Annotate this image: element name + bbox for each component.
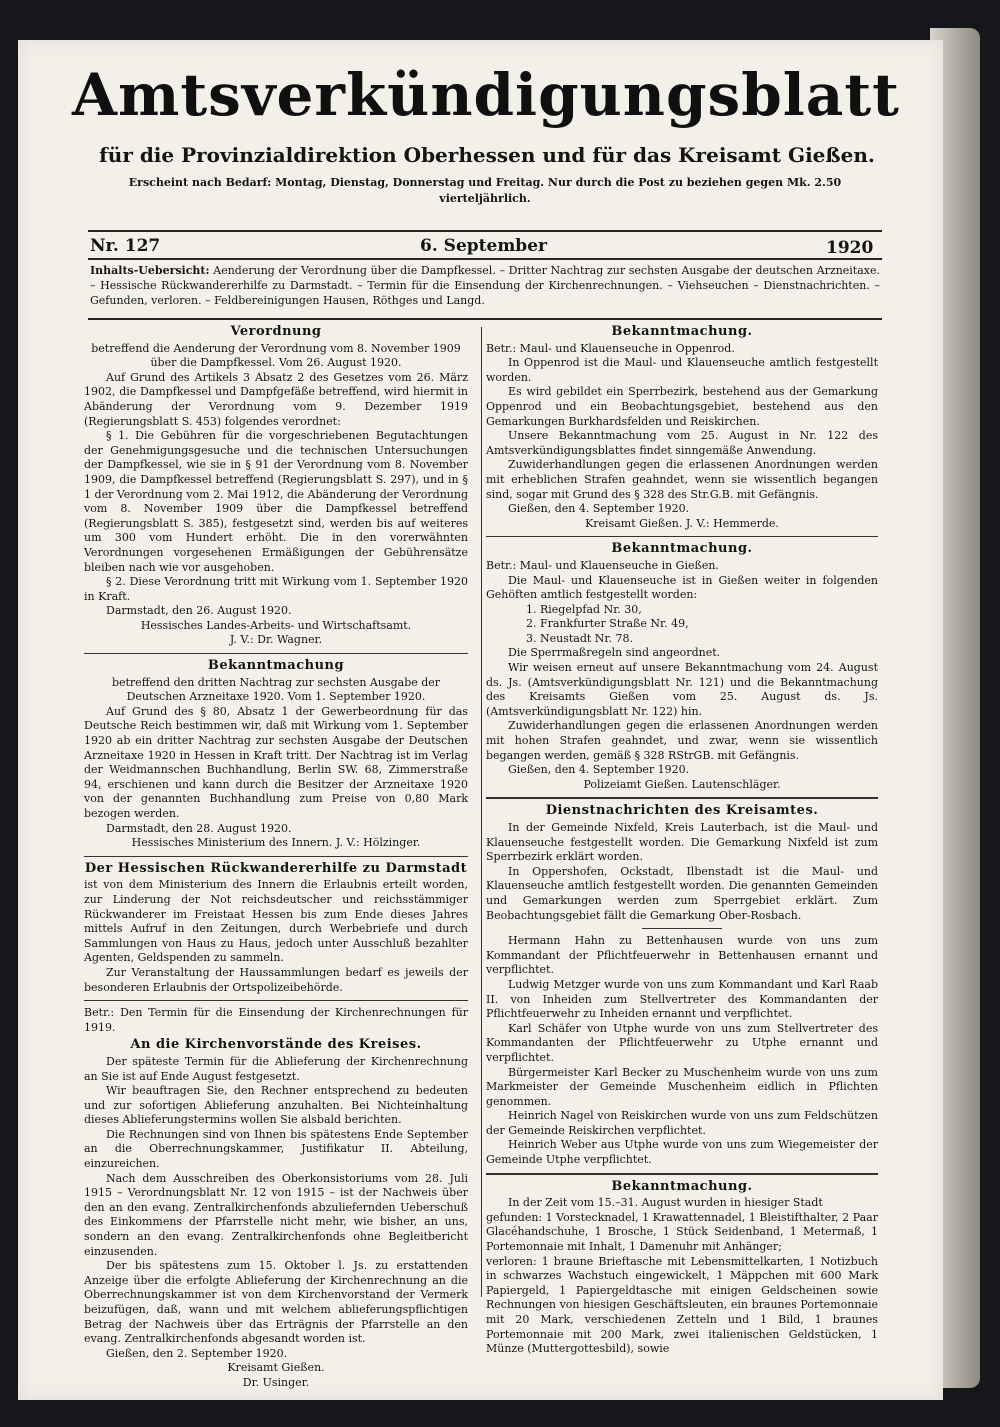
paragraph: Wir weisen erneut auf unsere Bekanntmachung vom 24. August ds. Js. (Amtsverkündigungsblatt Nr. 121) und die Bekanntmachung des Kreisamts Gießen vom 25. August ds. Js. (Amtsverkündigungsblatt Nr. 122) hin. bbox=[486, 661, 878, 718]
signature: Dr. Usinger. bbox=[242, 1375, 310, 1389]
signature: Kreisamt Gießen. J. V.: Hemmerde. bbox=[585, 516, 779, 530]
list-item: 3. Neustadt Nr. 78. bbox=[526, 631, 633, 645]
signature: Polizeiamt Gießen. Lautenschläger. bbox=[583, 777, 781, 791]
masthead-subtitle: für die Provinzialdirektion Oberhessen und für das Kreisamt Gießen. bbox=[99, 143, 875, 167]
section-title-rueckwandererhilfe: Der Hessischen Rückwandererhilfe zu Darmstadt bbox=[84, 860, 468, 876]
contents-rule bbox=[88, 318, 882, 320]
section-rule bbox=[84, 856, 468, 857]
contents-text: Aenderung der Verordnung über die Dampfkessel. – Dritter Nachtrag zur sechsten Ausgabe der deutschen Arzneitaxe. – Hessische Rückwandererhilfe zu Darmstadt. – Termin für die Einsendung der Kirchenrechnungen. – Viehseuchen – Dienstnachrichten. – Gefunden, verloren. – Feldbereinigungen Hausen, Röthges und Langd. bbox=[90, 264, 880, 307]
paragraph: Der bis spätestens zum 15. Oktober l. Js. zu erstattenden Anzeige über die erfolgte Ablieferung der Kirchenrechnung an die Oberrechnungskammer ist von dem Kirchenvorstand der Vermerk beizufügen, daß, wann und mit welchem ablieferungspflichtigen Betrag der Nachweis über das Erträgnis der Pfarrstelle an den evang. Zentralkirchenfonds abgesandt worden ist. bbox=[84, 1259, 468, 1346]
column-divider bbox=[481, 327, 482, 1297]
found-items: gefunden: 1 Vorstecknadel, 1 Krawattennadel, 1 Bleistifthalter, 2 Paar Glacéhandschuhe, 1 Brosche, 1 Stück Seidenband, 1 Metermaß, 1 Portemonnaie mit Inhalt, 1 Damenuhr mit Anhänger; bbox=[486, 1210, 878, 1254]
signature: Hessisches Landes-Arbeits- und Wirtschaftsamt. bbox=[140, 618, 412, 632]
paragraph: Es wird gebildet ein Sperrbezirk, bestehend aus der Gemarkung Oppenrod und ein Beobachtungsgebiet, bestehend aus den Gemarkungen Burkhardsfelden und Reiskirchen. bbox=[486, 385, 878, 428]
section-subtitle: betreffend die Aenderung der Verordnung vom 8. November 1909 über die Dampfkessel. Vom 26. August 1920. bbox=[91, 341, 461, 370]
paragraph: Zuwiderhandlungen gegen die erlassenen Anordnungen werden mit erheblichen Strafen geahndet, wenn sie wissentlich begangen sind, sogar mit Grund des § 328 des Str.G.B. mit Gefängnis. bbox=[486, 458, 878, 501]
paragraph: Nach dem Ausschreiben des Oberkonsistoriums vom 28. Juli 1915 – Verordnungsblatt Nr. 12 von 1915 – ist der Nachweis über den an den evang. Zentralkirchenfonds abzuliefernden Ueberschuß des Einkommens der Pfarrstelle nicht mehr, wie bisher, an uns, sondern an den evang. Zentralkirchenfonds ohne Begleitbericht einzusenden. bbox=[84, 1171, 468, 1258]
table-of-contents bbox=[90, 263, 880, 308]
paragraph: Zur Veranstaltung der Haussammlungen bedarf es jeweils der besonderen Erlaubnis der Ortspolizeibehörde. bbox=[84, 965, 468, 994]
contents-label: Inhalts-Uebersicht: bbox=[90, 264, 210, 277]
signature: Hessisches Ministerium des Innern. J. V.: Hölzinger. bbox=[131, 836, 421, 850]
section-title-bekanntmachung: Bekanntmachung bbox=[207, 658, 345, 674]
section-title-bekanntmachung-fundsachen: Bekanntmachung. bbox=[611, 1178, 753, 1194]
section-title-verordnung: Verordnung bbox=[230, 324, 322, 339]
paragraph: In Oppershofen, Ockstadt, Ilbenstadt ist die Maul- und Klauenseuche amtlich festgestellt worden. Die genannten Gemeinden und Gemarkungen werden zum Sperrgebiet erklärt. Zum Beobachtungsgebiet fällt die Gemarkung Ober-Rosbach. bbox=[486, 864, 878, 922]
section-rule bbox=[486, 797, 878, 799]
list-item: 1. Riegelpfad Nr. 30, bbox=[526, 602, 642, 616]
subject-line: Betr.: Maul- und Klauenseuche in Oppenrod. bbox=[486, 341, 735, 355]
right-column bbox=[486, 322, 878, 1357]
issue-year: 1920 bbox=[826, 238, 874, 258]
left-column bbox=[84, 322, 468, 1391]
subject-line: Betr.: Maul- und Klauenseuche in Gießen. bbox=[486, 558, 719, 572]
signature: Kreisamt Gießen. bbox=[227, 1361, 325, 1375]
paragraph: Die Rechnungen sind von Ihnen bis spätestens Ende September an die Oberrechnungskammer, Justifikatur II. Abteilung, einzureichen. bbox=[84, 1127, 468, 1171]
section-title-bekanntmachung-giessen: Bekanntmachung. bbox=[611, 541, 753, 557]
publication-note: Erscheint nach Bedarf: Montag, Dienstag, Donnerstag und Freitag. Nur durch die Post zu beziehen gegen Mk. 2.50 vierteljährlich. bbox=[128, 176, 842, 205]
section-rule bbox=[84, 653, 468, 654]
section-title-dienstnachrichten: Dienstnachrichten des Kreisamtes. bbox=[545, 803, 819, 819]
paragraph: In der Gemeinde Nixfeld, Kreis Lauterbach, ist die Maul- und Klauenseuche festgestellt worden. Die Gemarkung Nixfeld ist zum Sperrbezirk erklärt worden. bbox=[486, 821, 878, 864]
subject-line: Betr.: Den Termin für die Einsendung der Kirchenrechnungen für 1919. bbox=[84, 1006, 468, 1034]
paragraph: Der späteste Termin für die Ablieferung der Kirchenrechnung an Sie ist auf Ende August festgesetzt. bbox=[84, 1054, 468, 1083]
signature: J. V.: Dr. Wagner. bbox=[229, 633, 323, 647]
paragraph: Unsere Bekanntmachung vom 25. August in Nr. 122 des Amtsverkündigungsblattes findet sinngemäße Anwendung. bbox=[486, 429, 878, 457]
place-date: Gießen, den 4. September 1920. bbox=[508, 502, 690, 516]
section-title-bekanntmachung-oppenrod: Bekanntmachung. bbox=[611, 324, 753, 339]
section-rule bbox=[84, 1000, 468, 1001]
paragraph: Bürgermeister Karl Becker zu Muschenheim wurde von uns zum Markmeister der Gemeinde Muschenheim eidlich in Pflichten genommen. bbox=[486, 1065, 878, 1108]
paragraph: ist von dem Ministerium des Innern die Erlaubnis erteilt worden, zur Linderung der Not reichsdeutscher und reichsstämmiger Rückwanderer im Freistaat Hessen bis zum Ende dieses Jahres mittels Aufruf in den Zeitungen, durch Werbebriefe und durch Sammlungen von Haus zu Haus, jedoch unter Ausschluß bezahlter Agenten, Geldspenden zu sammeln. bbox=[84, 878, 468, 965]
place-date: Darmstadt, den 26. August 1920. bbox=[106, 604, 292, 618]
paragraph: Heinrich Nagel von Reiskirchen wurde von uns zum Feldschützen der Gemeinde Reiskirchen verpflichtet. bbox=[486, 1109, 878, 1137]
paragraph: Hermann Hahn zu Bettenhausen wurde von uns zum Kommandant der Pflichtfeuerwehr in Bettenhausen ernannt und verpflichtet. bbox=[486, 934, 878, 977]
place-date: Gießen, den 4. September 1920. bbox=[508, 763, 690, 777]
section-rule bbox=[486, 536, 878, 537]
issue-number: Nr. 127 bbox=[90, 236, 161, 256]
paragraph: § 1. Die Gebühren für die vorgeschriebenen Begutachtungen der Genehmigungsgesuche und die technischen Untersuchungen der Dampfkessel, wie sie in § 91 der Verordnung vom 8. November 1909, die Dampfkessel betreffend (Regierungsblatt S. 297), und in § 1 der Verordnung vom 2. Mai 1912, die Abänderung der Verordnung vom 8. November 1909 über die Dampfkessel betreffend (Regierungsblatt S. 385), festgesetzt sind, werden bis auf weiteres um 300 vom Hundert erhöht. Die in den vorerwähnten Verordnungen vorgesehenen Ermäßigungen der Gebührensätze bleiben nach wie vor ausgehoben. bbox=[84, 429, 468, 574]
paragraph: Zuwiderhandlungen gegen die erlassenen Anordnungen werden mit hohen Strafen geahndet, und zwar, wenn sie wissentlich begangen werden, gemäß § 328 RStrGB. mit Gefängnis. bbox=[486, 719, 878, 762]
header-rule-top bbox=[88, 230, 882, 232]
masthead-title: Amtsverkündigungsblatt bbox=[72, 61, 900, 129]
paragraph: In Oppenrod ist die Maul- und Klauenseuche amtlich festgestellt worden. bbox=[486, 356, 878, 384]
lost-items: verloren: 1 braune Brieftasche mit Lebensmittelkarten, 1 Notizbuch in schwarzes Wachstuch eingewickelt, 1 Mäppchen mit 600 Mark Papiergeld, 1 Papiergeldtasche mit einigen Geldscheinen sowie Rechnungen von hiesigen Geschäftsleuten, ein braunes Portemonnaie mit 20 Mark, verschiedenen Zetteln und 1 Bild, 1 braunes Portemonnaie mit 200 Mark, zwei italienischen Geldstücken, 1 Münze (Muttergottesbild), sowie bbox=[486, 1254, 878, 1356]
place-date: Gießen, den 2. September 1920. bbox=[106, 1346, 288, 1360]
section-rule bbox=[486, 1173, 878, 1175]
section-title-kirchenvorstaende: An die Kirchenvorstände des Kreises. bbox=[130, 1037, 422, 1053]
paragraph: Ludwig Metzger wurde von uns zum Kommandant und Karl Raab II. von Inheiden zum Stellvertreter des Kommandanten der Pflichtfeuerwehr zu Inheiden ernannt und verpflichtet. bbox=[486, 977, 878, 1021]
paragraph: Auf Grund des Artikels 3 Absatz 2 des Gesetzes vom 26. März 1902, die Dampfkessel und Dampfgefäße betreffend, wird hiermit in Abänderung der Verordnung vom 9. Dezember 1919 (Regierungsblatt S. 453) folgendes verordnet: bbox=[84, 370, 468, 428]
paragraph: In der Zeit vom 15.–31. August wurden in hiesiger Stadt bbox=[508, 1196, 823, 1210]
section-subtitle: betreffend den dritten Nachtrag zur sechsten Ausgabe der Deutschen Arzneitaxe 1920. Vom 1. September 1920. bbox=[111, 675, 441, 704]
paragraph: Die Maul- und Klauenseuche ist in Gießen weiter in folgenden Gehöften amtlich festgestellt worden: bbox=[486, 573, 878, 602]
paragraph: § 2. Diese Verordnung tritt mit Wirkung vom 1. September 1920 in Kraft. bbox=[84, 575, 468, 603]
paragraph: Karl Schäfer von Utphe wurde von uns zum Stellvertreter des Kommandanten der Pflichtfeuerwehr zu Utphe ernannt und verpflichtet. bbox=[486, 1021, 878, 1064]
list-item: 2. Frankfurter Straße Nr. 49, bbox=[526, 617, 689, 631]
paragraph: Wir beauftragen Sie, den Rechner entsprechend zu bedeuten und zur sofortigen Ablieferung anzuhalten. Bei Nichteinhaltung dieses Ablieferungstermins wollen Sie alsbald berichten. bbox=[84, 1084, 468, 1127]
issue-date: 6. September bbox=[420, 236, 547, 256]
paragraph: Auf Grund des § 80, Absatz 1 der Gewerbeordnung für das Deutsche Reich bestimmen wir, daß mit Wirkung vom 1. September 1920 ab ein dritter Nachtrag zur sechsten Ausgabe der Deutschen Arzneitaxe 1920 in Hessen in Kraft tritt. Der Nachtrag ist im Verlag der Weidmannschen Buchhandlung, Berlin SW. 68, Zimmerstraße 94, erschienen und kann durch die Besitzer der Arzneitaxe 1920 von der genannten Buchhandlung zum Preise von 0,80 Mark bezogen werden. bbox=[84, 704, 468, 820]
paragraph: Die Sperrmaßregeln sind angeordnet. bbox=[508, 646, 721, 660]
place-date: Darmstadt, den 28. August 1920. bbox=[106, 821, 292, 835]
paragraph: Heinrich Weber aus Utphe wurde von uns zum Wiegemeister der Gemeinde Utphe verpflichtet. bbox=[486, 1138, 878, 1167]
header-rule-bottom bbox=[88, 258, 882, 260]
short-rule bbox=[642, 928, 722, 929]
